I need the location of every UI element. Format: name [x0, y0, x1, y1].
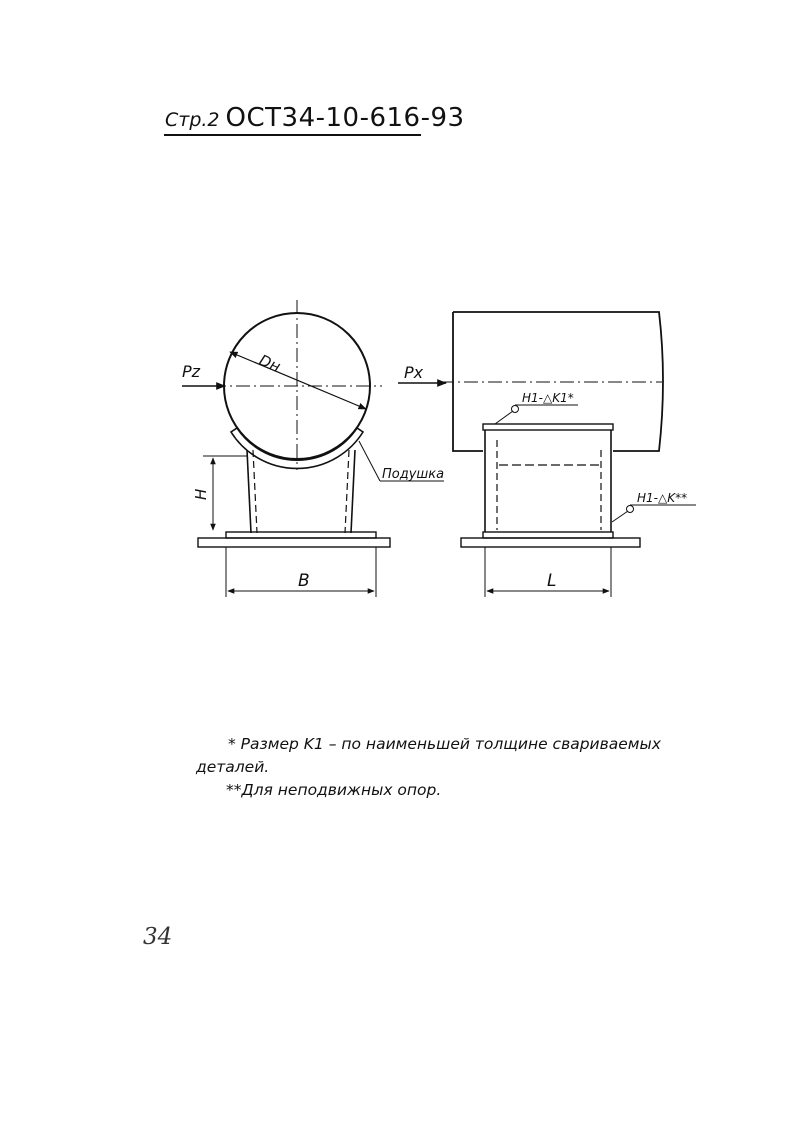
side-view: [398, 312, 696, 597]
note-2: **Для неподвижных опор.: [226, 781, 442, 799]
height-label: H: [192, 488, 210, 500]
base-plate-front: [198, 538, 390, 547]
side-base-top: [483, 532, 613, 538]
rib-left-outer: [247, 450, 251, 533]
pad-top-plate: [483, 424, 613, 430]
diameter-dimension-line: [230, 352, 366, 409]
length-label: L: [547, 571, 557, 591]
weld-2-leader: [612, 511, 628, 522]
weld-1-label: H1-△K1*: [522, 391, 574, 405]
weld-2-label: H1-△K**: [637, 491, 688, 505]
standard-code: ОСТ34-10-616-93: [225, 103, 465, 133]
force-z-label: Pz: [182, 362, 201, 381]
force-x-label: Px: [404, 363, 424, 382]
page-label: Стр.2: [165, 109, 220, 131]
side-base-plate: [461, 538, 640, 547]
note-1-continued: деталей.: [196, 758, 270, 776]
rib-right-outer: [351, 450, 355, 533]
rib-left-inner: [253, 450, 257, 533]
pad-label: Подушка: [382, 467, 445, 482]
base-plate-top: [226, 532, 376, 538]
footnotes: [196, 733, 696, 802]
weld-1-leader: [495, 411, 513, 424]
note-1: * Размер K1 – по наименьшей толщине свариваемых: [228, 735, 661, 753]
front-view: [182, 300, 444, 597]
width-label: B: [298, 571, 310, 591]
pad-leader: [359, 441, 380, 481]
rib-right-inner: [345, 450, 349, 533]
diameter-label: Dн: [256, 351, 284, 376]
page-number: 34: [143, 924, 173, 950]
